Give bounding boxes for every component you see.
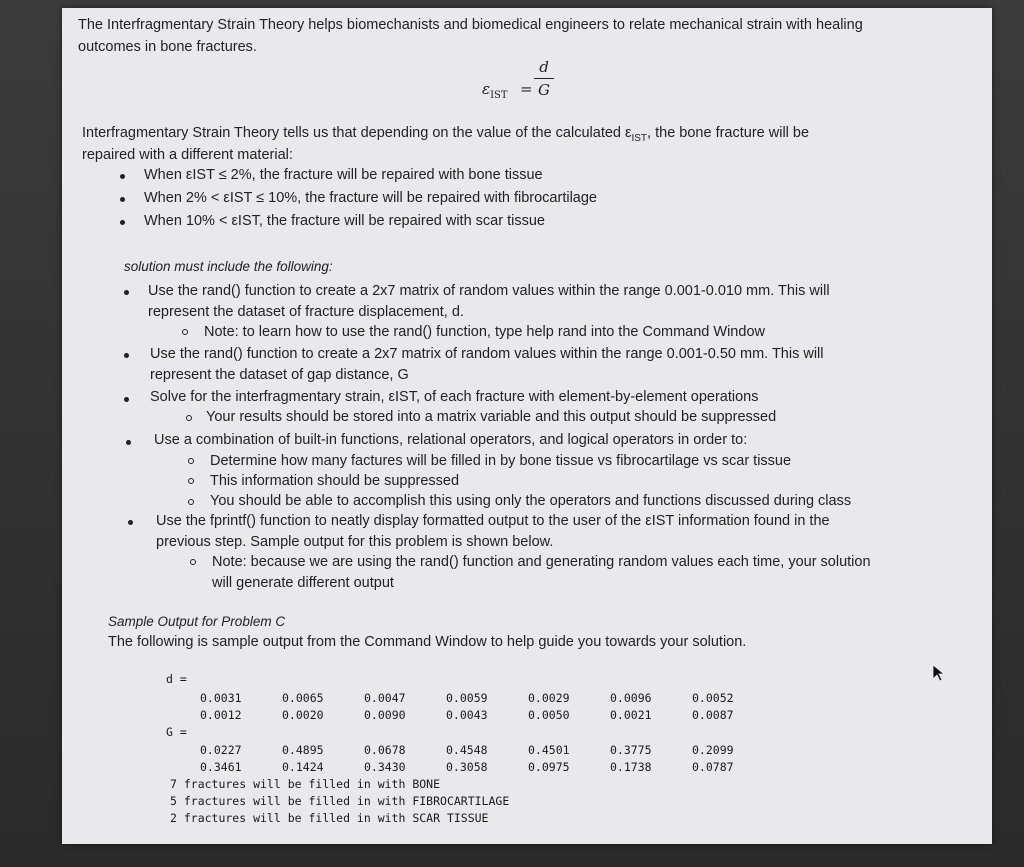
d-matrix-cell: 0.0065: [282, 691, 324, 705]
bullet-dot: [120, 197, 125, 202]
bullet-dot: [128, 520, 133, 525]
fraction-bar: [534, 78, 554, 79]
theory-bullet-3: When 10% < εIST, the fracture will be repaired with scar tissue: [144, 213, 545, 229]
solution-bullet-4-sub-2: This information should be suppressed: [210, 473, 460, 489]
d-matrix-cell: 0.0090: [364, 708, 406, 722]
solution-bullet-3-line-1: Solve for the interfragmentary strain, εIST, of each fracture with element-by-element operations: [150, 389, 759, 405]
solution-bullet-1-line-1: Use the rand() function to create a 2x7 matrix of random values within the range 0.001-0.010 mm. This will: [148, 283, 830, 299]
g-matrix-cell: 0.4501: [528, 743, 570, 757]
d-matrix-cell: 0.0031: [200, 691, 242, 705]
formula-lhs: $\varepsilon_{IST}$: [482, 80, 508, 101]
document-page: [62, 8, 992, 844]
bullet-dot: [126, 440, 131, 445]
formula-numerator: d: [539, 58, 549, 76]
g-matrix-cell: 0.0975: [528, 760, 570, 774]
bullet-dot: [124, 397, 129, 402]
d-matrix-cell: 0.0021: [610, 708, 652, 722]
solution-bullet-1-note: Note: to learn how to use the rand() function, type help rand into the Command Window: [204, 324, 765, 340]
formula-fraction: [534, 58, 554, 99]
intro-line-1: The Interfragmentary Strain Theory helps biomechanists and biomedical engineers to relate mechanical strain with healing: [78, 17, 863, 33]
d-matrix-cell: 0.0020: [282, 708, 324, 722]
solution-bullet-4-line-1: Use a combination of built-in functions, relational operators, and logical operators in order to:: [154, 432, 748, 448]
d-matrix-cell: 0.0012: [200, 708, 242, 722]
solution-bullet-2-line-2: represent the dataset of gap distance, G: [150, 367, 409, 383]
mouse-pointer-icon: [932, 664, 946, 682]
g-label: G =: [166, 725, 187, 739]
intro-line-2: outcomes in bone fractures.: [78, 39, 257, 55]
g-matrix-cell: 0.0227: [200, 743, 242, 757]
theory-line-2: repaired with a different material:: [82, 147, 293, 163]
bullet-dot: [124, 290, 129, 295]
bullet-dot: [124, 353, 129, 358]
theory-line-1: Interfragmentary Strain Theory tells us that depending on the value of the calculated $\varepsilon_{IST}$, the bone fracture will be: [82, 125, 810, 144]
d-matrix-cell: 0.0047: [364, 691, 406, 705]
g-matrix-cell: 0.1738: [610, 760, 652, 774]
result-scar-tissue: 2 fractures will be filled in with SCAR TISSUE: [170, 811, 489, 825]
solution-bullet-2-line-1: Use the rand() function to create a 2x7 matrix of random values within the range 0.001-0.50 mm. This will: [150, 346, 824, 362]
g-matrix-cell: 0.4895: [282, 743, 324, 757]
result-bone: 7 fractures will be filled in with BONE: [170, 777, 441, 791]
g-matrix-cell: 0.4548: [446, 743, 488, 757]
g-matrix-cell: 0.3461: [200, 760, 242, 774]
g-matrix-cell: 0.1424: [282, 760, 324, 774]
bullet-dot: [120, 220, 125, 225]
theory-bullet-1: When εIST ≤ 2%, the fracture will be repaired with bone tissue: [144, 167, 543, 183]
d-matrix-cell: 0.0043: [446, 708, 488, 722]
d-matrix-cell: 0.0087: [692, 708, 734, 722]
sub-bullet-circle: [188, 478, 194, 484]
g-matrix-cell: 0.0678: [364, 743, 406, 757]
d-matrix-cell: 0.0029: [528, 691, 570, 705]
solution-bullet-1-line-2: represent the dataset of fracture displacement, d.: [148, 304, 464, 320]
solution-bullet-5-note-line-2: will generate different output: [212, 575, 394, 591]
solution-bullet-5-line-1: Use the fprintf() function to neatly display formatted output to the user of the εIST information found in the: [156, 513, 830, 529]
g-matrix-cell: 0.0787: [692, 760, 734, 774]
theory-bullet-2: When 2% < εIST ≤ 10%, the fracture will be repaired with fibrocartilage: [144, 190, 597, 206]
sub-bullet-circle: [190, 559, 196, 565]
sample-intro: The following is sample output from the Command Window to help guide you towards your solution.: [108, 634, 747, 650]
sub-bullet-circle: [188, 458, 194, 464]
formula-equals: =: [520, 80, 533, 98]
solution-bullet-4-sub-1: Determine how many factures will be filled in by bone tissue vs fibrocartilage vs scar tissue: [210, 453, 792, 469]
sub-bullet-circle: [186, 415, 192, 421]
bullet-dot: [120, 174, 125, 179]
d-matrix-cell: 0.0050: [528, 708, 570, 722]
g-matrix-cell: 0.3058: [446, 760, 488, 774]
d-matrix-cell: 0.0052: [692, 691, 734, 705]
g-matrix-cell: 0.2099: [692, 743, 734, 757]
d-matrix-cell: 0.0059: [446, 691, 488, 705]
sample-heading: Sample Output for Problem C: [108, 614, 286, 629]
solution-heading: solution must include the following:: [124, 259, 333, 274]
solution-bullet-3-note: Your results should be stored into a matrix variable and this output should be suppressed: [206, 409, 777, 425]
solution-bullet-4-sub-3: You should be able to accomplish this using only the operators and functions discussed during class: [210, 493, 852, 509]
d-label: d =: [166, 672, 187, 686]
formula-denominator: G: [538, 81, 550, 99]
solution-bullet-5-line-2: previous step. Sample output for this problem is shown below.: [156, 534, 554, 550]
solution-bullet-5-note-line-1: Note: because we are using the rand() function and generating random values each time, your solution: [212, 554, 871, 570]
sub-bullet-circle: [188, 499, 194, 505]
sub-bullet-circle: [182, 329, 188, 335]
d-matrix-cell: 0.0096: [610, 691, 652, 705]
result-fibrocartilage: 5 fractures will be filled in with FIBROCARTILAGE: [170, 794, 510, 808]
g-matrix-cell: 0.3430: [364, 760, 406, 774]
g-matrix-cell: 0.3775: [610, 743, 652, 757]
